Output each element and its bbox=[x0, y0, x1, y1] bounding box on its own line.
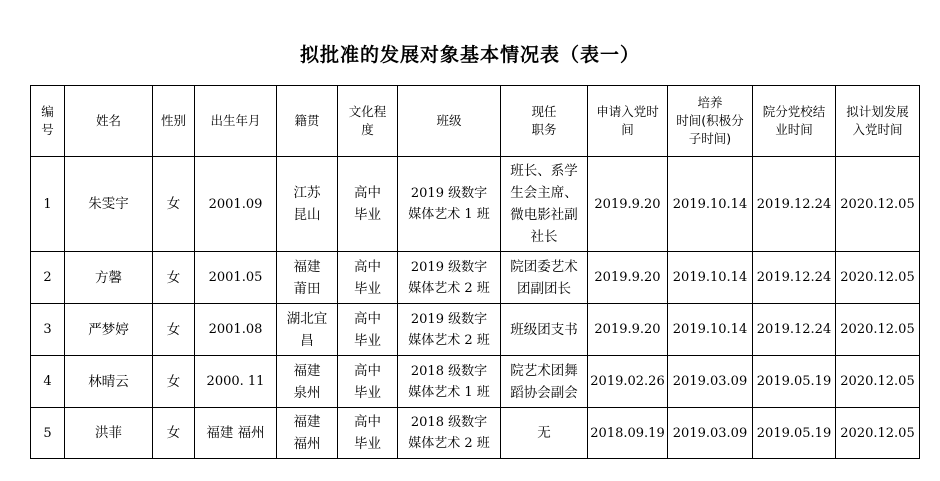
cell-plan-date: 2020.12.05 bbox=[836, 304, 920, 356]
cell-position: 班长、系学 生会主席、 微电影社副 社长 bbox=[501, 157, 588, 252]
cell-name: 严梦婷 bbox=[65, 304, 153, 356]
cell-graduation-date: 2019.12.24 bbox=[753, 304, 836, 356]
cell-education: 高中 毕业 bbox=[338, 157, 398, 252]
cell-education: 高中 毕业 bbox=[338, 408, 398, 459]
table-row bbox=[31, 157, 920, 252]
cell-gender: 女 bbox=[153, 157, 195, 252]
cell-position: 班级团支书 bbox=[501, 304, 588, 356]
cell-class: 2018 级数字 媒体艺术 1 班 bbox=[398, 356, 501, 408]
cell-plan-date: 2020.12.05 bbox=[836, 157, 920, 252]
cell-index: 1 bbox=[31, 157, 65, 252]
cell-graduation-date: 2019.05.19 bbox=[753, 408, 836, 459]
cell-birth: 2000. 11 bbox=[195, 356, 277, 408]
cell-name: 方馨 bbox=[65, 252, 153, 304]
cell-graduation-date: 2019.05.19 bbox=[753, 356, 836, 408]
cell-hometown: 湖北宜 昌 bbox=[277, 304, 338, 356]
cell-hometown: 福建 福州 bbox=[277, 408, 338, 459]
cell-training-date: 2019.10.14 bbox=[668, 304, 753, 356]
table-title: 拟批准的发展对象基本情况表（表一） bbox=[299, 44, 640, 66]
header-position: 现任 职务 bbox=[501, 86, 588, 157]
table-row bbox=[31, 408, 920, 459]
cell-birth: 2001.05 bbox=[195, 252, 277, 304]
cell-index: 3 bbox=[31, 304, 65, 356]
cell-education: 高中 毕业 bbox=[338, 356, 398, 408]
cell-name: 朱雯宇 bbox=[65, 157, 153, 252]
header-hometown: 籍贯 bbox=[277, 86, 338, 157]
cell-gender: 女 bbox=[153, 356, 195, 408]
cell-gender: 女 bbox=[153, 252, 195, 304]
cell-apply-date: 2019.9.20 bbox=[588, 304, 668, 356]
cell-birth: 2001.08 bbox=[195, 304, 277, 356]
cell-apply-date: 2019.9.20 bbox=[588, 252, 668, 304]
cell-class: 2019 级数字 媒体艺术 1 班 bbox=[398, 157, 501, 252]
cell-apply-date: 2019.9.20 bbox=[588, 157, 668, 252]
header-apply-date: 申请入党时 间 bbox=[588, 86, 668, 157]
cell-birth: 2001.09 bbox=[195, 157, 277, 252]
cell-apply-date: 2018.09.19 bbox=[588, 408, 668, 459]
header-gender: 性别 bbox=[153, 86, 195, 157]
cell-education: 高中 毕业 bbox=[338, 304, 398, 356]
header-row bbox=[31, 86, 920, 157]
cell-name: 洪菲 bbox=[65, 408, 153, 459]
cell-education: 高中 毕业 bbox=[338, 252, 398, 304]
cell-index: 4 bbox=[31, 356, 65, 408]
candidate-table bbox=[30, 85, 920, 459]
cell-class: 2019 级数字 媒体艺术 2 班 bbox=[398, 304, 501, 356]
header-name: 姓名 bbox=[65, 86, 153, 157]
cell-training-date: 2019.03.09 bbox=[668, 356, 753, 408]
cell-hometown: 江苏 昆山 bbox=[277, 157, 338, 252]
cell-index: 2 bbox=[31, 252, 65, 304]
header-education: 文化程 度 bbox=[338, 86, 398, 157]
header-index: 编 号 bbox=[31, 86, 65, 157]
cell-name: 林晴云 bbox=[65, 356, 153, 408]
cell-plan-date: 2020.12.05 bbox=[836, 408, 920, 459]
cell-class: 2018 级数字 媒体艺术 2 班 bbox=[398, 408, 501, 459]
header-plan-date: 拟计划发展 入党时间 bbox=[836, 86, 920, 157]
header-graduation-date: 院分党校结 业时间 bbox=[753, 86, 836, 157]
cell-plan-date: 2020.12.05 bbox=[836, 356, 920, 408]
cell-training-date: 2019.10.14 bbox=[668, 252, 753, 304]
cell-graduation-date: 2019.12.24 bbox=[753, 157, 836, 252]
table-row bbox=[31, 356, 920, 408]
cell-plan-date: 2020.12.05 bbox=[836, 252, 920, 304]
cell-birth: 福建 福州 bbox=[195, 408, 277, 459]
table-row bbox=[31, 304, 920, 356]
cell-hometown: 福建 泉州 bbox=[277, 356, 338, 408]
cell-apply-date: 2019.02.26 bbox=[588, 356, 668, 408]
table-row bbox=[31, 252, 920, 304]
header-birth: 出生年月 bbox=[195, 86, 277, 157]
cell-position: 院艺术团舞 蹈协会副会 bbox=[501, 356, 588, 408]
cell-gender: 女 bbox=[153, 304, 195, 356]
cell-graduation-date: 2019.12.24 bbox=[753, 252, 836, 304]
cell-training-date: 2019.03.09 bbox=[668, 408, 753, 459]
cell-index: 5 bbox=[31, 408, 65, 459]
cell-training-date: 2019.10.14 bbox=[668, 157, 753, 252]
cell-position: 无 bbox=[501, 408, 588, 459]
header-class: 班级 bbox=[398, 86, 501, 157]
cell-position: 院团委艺术 团副团长 bbox=[501, 252, 588, 304]
cell-hometown: 福建 莆田 bbox=[277, 252, 338, 304]
cell-class: 2019 级数字 媒体艺术 2 班 bbox=[398, 252, 501, 304]
cell-gender: 女 bbox=[153, 408, 195, 459]
header-training-date: 培养 时间(积极分 子时间) bbox=[668, 86, 753, 157]
